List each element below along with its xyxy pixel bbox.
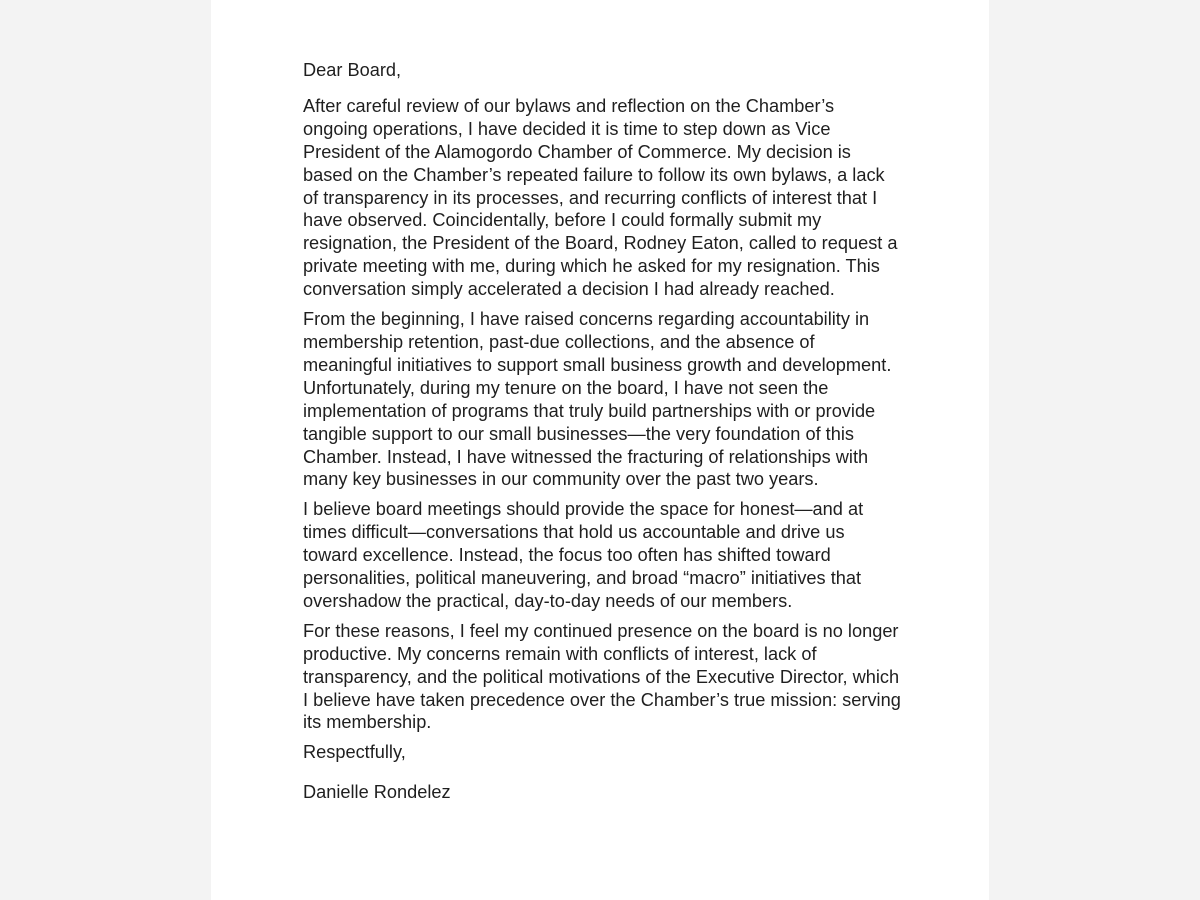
paragraph-conclusion: For these reasons, I feel my continued presence on the board is no longer productive. My concerns remain with conflicts of interest, lack of transparency, and the political motivations of the Executive Director, which I believe have taken precedence over the Chamber’s true mission: serving its membership. xyxy=(303,620,901,733)
paragraph-resignation: After careful review of our bylaws and reflection on the Chamber’s ongoing operations, I have decided it is time to step down as Vice President of the Alamogordo Chamber of Commerce. My decision is based on the Chamber’s repeated failure to follow its own bylaws, a lack of transparency in its processes, and recurring conflicts of interest that I have observed. Coincidentally, before I could formally submit my resignation, the President of the Board, Rodney Eaton, called to request a private meeting with me, during which he asked for my resignation. This conversation simply accelerated a decision I had already reached. xyxy=(303,95,898,300)
letter-page xyxy=(211,0,989,900)
closing: Respectfully, xyxy=(303,742,406,763)
paragraph-concerns: From the beginning, I have raised concerns regarding accountability in membership retention, past-due collections, and the absence of meaningful initiatives to support small business growth and development. Unfortunately, during my tenure on the board, I have not seen the implementation of programs that truly build partnerships with or provide tangible support to our small businesses—the very foundation of this Chamber. Instead, I have witnessed the fracturing of relationships with many key businesses in our community over the past two years. xyxy=(303,309,892,490)
salutation: Dear Board, xyxy=(303,60,402,80)
letter-body xyxy=(303,59,903,811)
paragraph-board-meetings: I believe board meetings should provide the space for honest—and at times difficult—conversations that hold us accountable and drive us toward excellence. Instead, the focus too often has shifted toward personalities, political maneuvering, and broad “macro” initiatives that overshadow the practical, day-to-day needs of our members. xyxy=(303,499,864,611)
signature-name: Danielle Rondelez xyxy=(303,782,451,803)
